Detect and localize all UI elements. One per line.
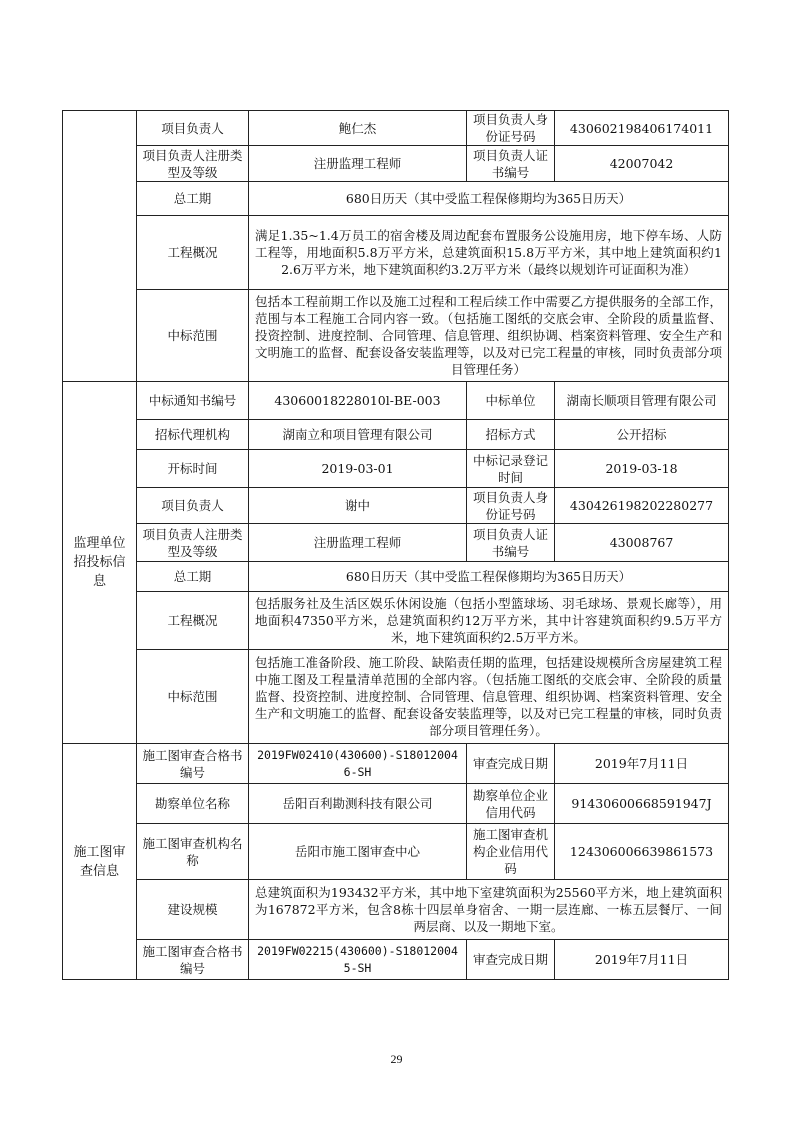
table-row [63, 146, 729, 182]
field-value: 谢中 [249, 488, 467, 524]
field-value: 包括服务社及生活区娱乐休闲设施（包括小型篮球场、羽毛球场、景观长廊等），用地面积47350平方米，总建筑面积约12万平方米，其中计容建筑面积约9.5万平方米，地下建筑面积约2.5万平方米。 [249, 592, 729, 650]
field-value: 鲍仁杰 [249, 111, 467, 146]
field-label: 中标记录登记时间 [467, 450, 555, 488]
table-row [63, 824, 729, 880]
table-row [63, 744, 729, 784]
table-row [63, 420, 729, 450]
field-value: 满足1.35~1.4万员工的宿舍楼及周边配套布置服务公设施用房，地下停车场、人防工程等，用地面积5.8万平方米，总建筑面积15.8万平方米，其中地上建筑面积约12.6万平方米，地下建筑面积约3.2万平方米（最终以规划许可证面积为准） [249, 216, 729, 290]
field-label: 项目负责人证书编号 [467, 146, 555, 182]
field-value: 岳阳市施工图审查中心 [249, 824, 467, 880]
section-label [63, 111, 137, 382]
field-value: 42007042 [555, 146, 729, 182]
table-row [63, 940, 729, 980]
field-label: 施工图审查机构名称 [137, 824, 249, 880]
table-row [63, 450, 729, 488]
page-number: 29 [390, 1052, 403, 1066]
field-label: 项目负责人注册类型及等级 [137, 524, 249, 562]
field-value: 430602198406174011 [555, 111, 729, 146]
table-row [63, 216, 729, 290]
table-row [63, 880, 729, 940]
field-label: 项目负责人身份证号码 [467, 111, 555, 146]
field-label: 施工图审查合格书编号 [137, 744, 249, 784]
field-label: 中标单位 [467, 382, 555, 420]
field-value: 注册监理工程师 [249, 146, 467, 182]
project-info-table [62, 110, 729, 980]
field-label: 项目负责人 [137, 488, 249, 524]
field-value: 2019-03-18 [555, 450, 729, 488]
field-value: 包括施工准备阶段、施工阶段、缺陷责任期的监理，包括建设规模所含房屋建筑工程中施工图及工程量清单范围的全部内容。（包括施工图纸的交底会审、全阶段的质量监督、投资控制、进度控制、合同管理、信息管理、组织协调、档案资料管理、安全生产和文明施工的监督、配套设备安装监理等，以及对已完工程量的审核，同时负责部分项目管理任务）。 [249, 650, 729, 744]
field-value: 岳阳百利勘测科技有限公司 [249, 784, 467, 824]
field-value: 2019FW02215(430600)-S18012004 5-SH [249, 940, 467, 980]
field-label: 勘察单位名称 [137, 784, 249, 824]
field-label: 施工图审查合格书编号 [137, 940, 249, 980]
field-label: 工程概况 [137, 592, 249, 650]
section-label: 施工图审查信息 [63, 744, 137, 980]
field-value: 680日历天（其中受监工程保修期均为365日历天） [249, 182, 729, 216]
field-value: 43060018228010l-BE-003 [249, 382, 467, 420]
field-label: 开标时间 [137, 450, 249, 488]
field-value: 43008767 [555, 524, 729, 562]
field-label: 招标代理机构 [137, 420, 249, 450]
field-label: 中标范围 [137, 290, 249, 382]
field-value: 公开招标 [555, 420, 729, 450]
field-label: 项目负责人注册类型及等级 [137, 146, 249, 182]
field-value: 124306006639861573 [555, 824, 729, 880]
table-row [63, 562, 729, 592]
table-row [63, 488, 729, 524]
field-value: 2019-03-01 [249, 450, 467, 488]
field-value: 湖南长顺项目管理有限公司 [555, 382, 729, 420]
table-row [63, 784, 729, 824]
field-label: 项目负责人 [137, 111, 249, 146]
field-label: 工程概况 [137, 216, 249, 290]
field-value: 总建筑面积为193432平方米，其中地下室建筑面积为25560平方米，地上建筑面积为167872平方米，包含8栋十四层单身宿舍、一期一层连廊、一栋五层餐厅、一间两层商、以及一期地下室。 [249, 880, 729, 940]
field-value: 430426198202280277 [555, 488, 729, 524]
table-row [63, 592, 729, 650]
table-row [63, 524, 729, 562]
field-label: 中标通知书编号 [137, 382, 249, 420]
field-label: 建设规模 [137, 880, 249, 940]
field-label: 招标方式 [467, 420, 555, 450]
table-row [63, 290, 729, 382]
field-value: 2019年7月11日 [555, 940, 729, 980]
field-value: 包括本工程前期工作以及施工过程和工程后续工作中需要乙方提供服务的全部工作，范围与本工程施工合同内容一致。（包括施工图纸的交底会审、全阶段的质量监督、投资控制、进度控制、合同管理、信息管理、组织协调、档案资料管理、安全生产和文明施工的监督、配套设备安装监理等，以及对已完工程量的审核，同时负责部分项目管理任务） [249, 290, 729, 382]
field-label: 中标范围 [137, 650, 249, 744]
field-label: 总工期 [137, 562, 249, 592]
field-value: 湖南立和项目管理有限公司 [249, 420, 467, 450]
table-row [63, 650, 729, 744]
section-label: 监理单位招投标信息 [63, 382, 137, 744]
field-value: 91430600668591947J [555, 784, 729, 824]
field-label: 项目负责人证书编号 [467, 524, 555, 562]
field-label: 项目负责人身份证号码 [467, 488, 555, 524]
field-value: 680日历天（其中受监工程保修期均为365日历天） [249, 562, 729, 592]
table-row [63, 382, 729, 420]
table-row [63, 182, 729, 216]
field-label: 审查完成日期 [467, 744, 555, 784]
field-value: 注册监理工程师 [249, 524, 467, 562]
table-row [63, 111, 729, 146]
field-value: 2019年7月11日 [555, 744, 729, 784]
field-label: 施工图审查机构企业信用代码 [467, 824, 555, 880]
field-value: 2019FW02410(430600)-S18012004 6-SH [249, 744, 467, 784]
field-label: 勘察单位企业信用代码 [467, 784, 555, 824]
field-label: 审查完成日期 [467, 940, 555, 980]
field-label: 总工期 [137, 182, 249, 216]
